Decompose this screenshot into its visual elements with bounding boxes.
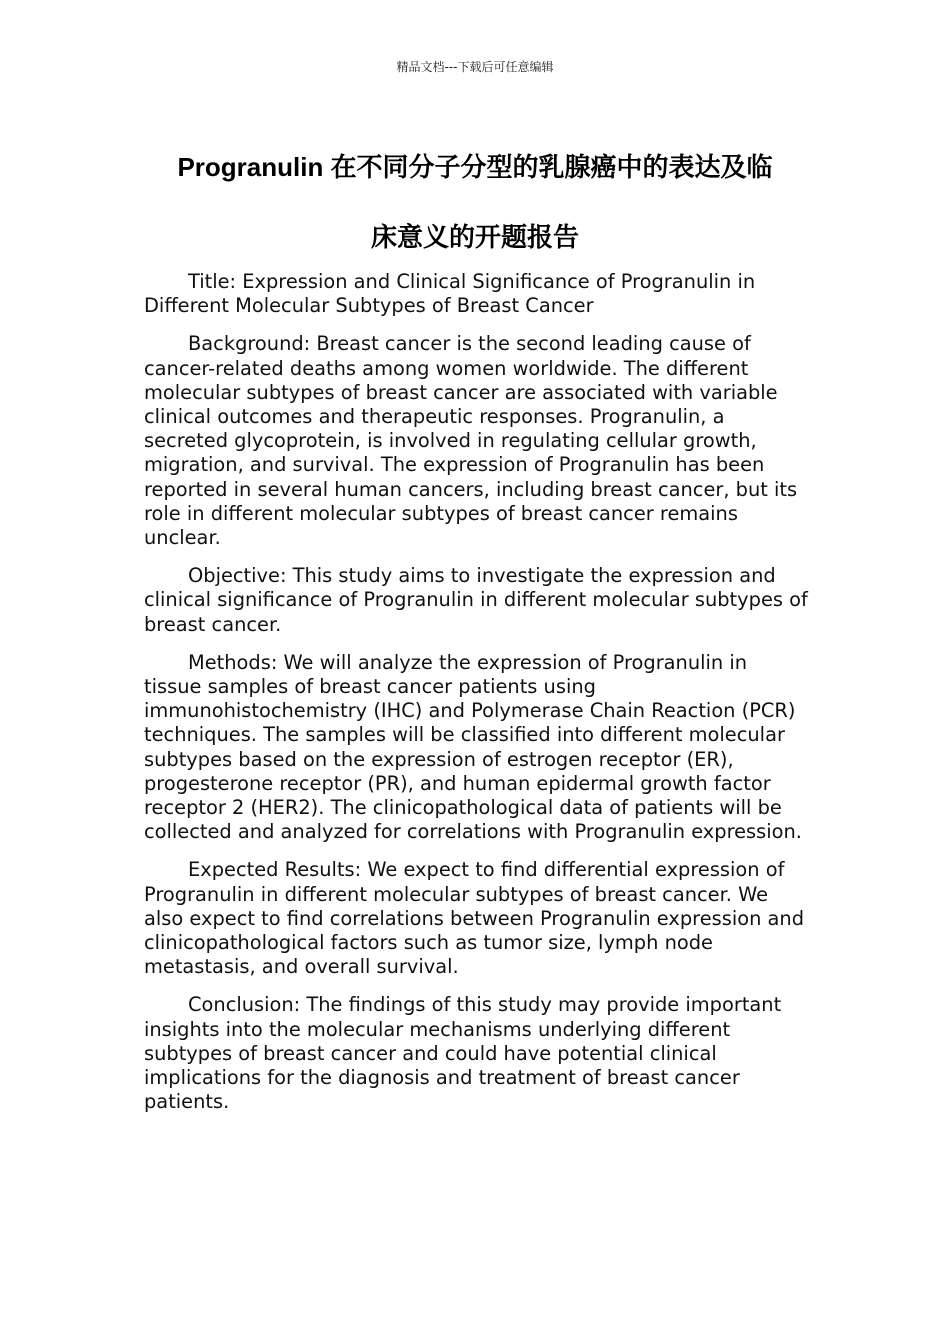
title-line-1: Progranulin 在不同分子分型的乳腺癌中的表达及临 (177, 152, 773, 182)
title-line-2: 床意义的开题报告 (370, 222, 579, 252)
paragraph-conclusion: Conclusion: The findings of this study may provide important insights into the molecular mechanisms underlying different subtypes of breast cancer and could have potential clinical implications for the diagnosis and treatment of breast cancer patients. (144, 993, 782, 1114)
document-body (144, 270, 808, 1129)
paragraph-title: Title: Expression and Clinical Significance of Progranulin in Different Molecular Subtypes of Breast Cancer (144, 270, 756, 318)
paragraph-methods: Methods: We will analyze the expression of Progranulin in tissue samples of breast cancer patients using immunohistochemistry (IHC) and Polymerase Chain Reaction (PCR) techniques. The samples will be classified into different molecular subtypes based on the expression of estrogen receptor (ER), progesterone receptor (PR), and human epidermal growth factor receptor 2 (HER2). The clinicopathological data of patients will be collected and analyzed for correlations with Progranulin expression. (144, 650, 802, 844)
paragraph-expected-results: Expected Results: We expect to find differential expression of Progranulin in different molecular subtypes of breast cancer. We also expect to find correlations between Progranulin expression and clinicopathological factors such as tumor size, lymph node metastasis, and overall survival. (144, 858, 805, 979)
paragraph-objective: Objective: This study aims to investigate the expression and clinical significance of Progranulin in different molecular subtypes of breast cancer. (144, 564, 808, 636)
header-note: 精品文档---下载后可任意编辑 (396, 60, 554, 74)
document-title (140, 132, 810, 272)
paragraph-background: Background: Breast cancer is the second leading cause of cancer-related deaths among women worldwide. The different molecular subtypes of breast cancer are associated with variable clinical outcomes and therapeutic responses. Progranulin, a secreted glycoprotein, is involved in regulating cellular growth, migration, and survival. The expression of Progranulin has been reported in several human cancers, including breast cancer, but its role in different molecular subtypes of breast cancer remains unclear. (144, 332, 798, 550)
